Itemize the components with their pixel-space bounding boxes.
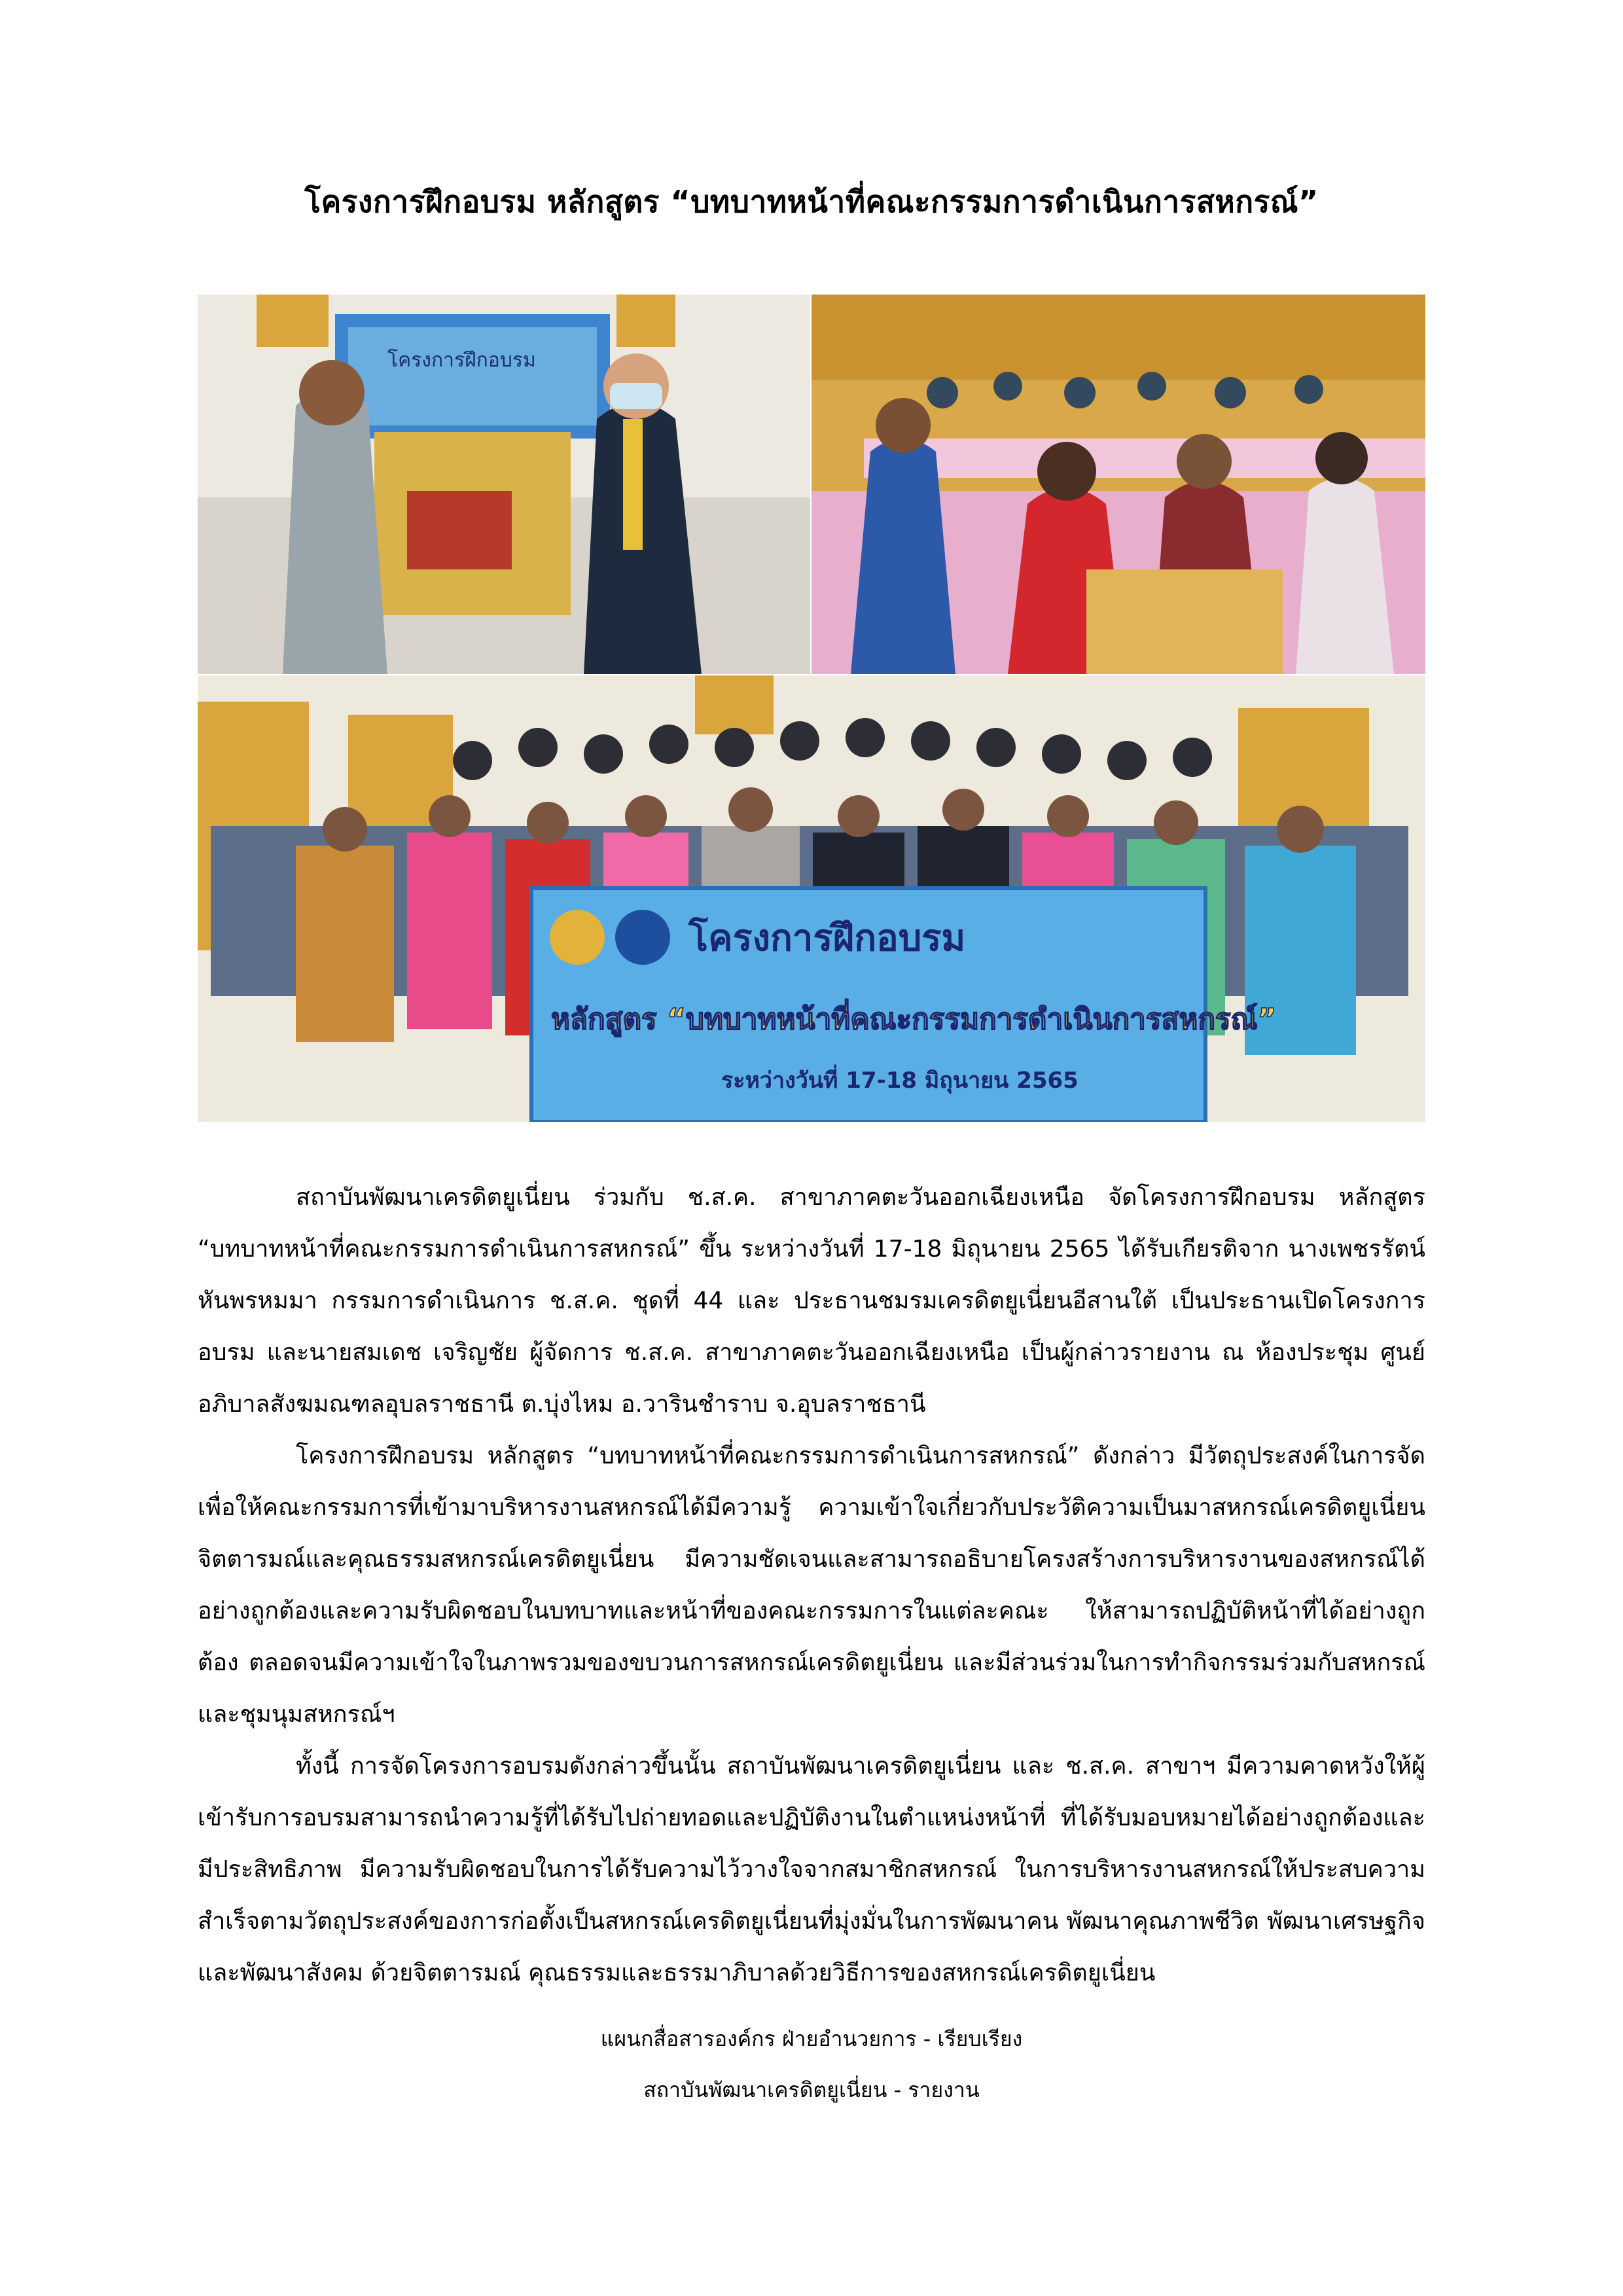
body-text [198, 1172, 1425, 1999]
paragraph-3: ทั้งนี้ การจัดโครงการอบรมดังกล่าวขึ้นนั้น สถาบันพัฒนาเครดิตยูเนี่ยน และ ช.ส.ค. สาขาฯ มีความคาดหวังให้ผู้เข้ารับการอบรมสามารถนำความรู้ที่ได้รับไปถ่ายทอดและปฏิบัติงานในตำแหน่งหน้าที่ ที่ได้รับมอบหมายได้อย่างถูกต้องและมีประสิทธิภาพ มีความรับผิดชอบในการได้รับความไว้วางใจจากสมาชิกสหกรณ์ ในการบริหารงานสหกรณ์ให้ประสบความสำเร็จตามวัตถุประสงค์ของการก่อตั้งเป็นสหกรณ์เครดิตยูเนี่ยนที่มุ่งมั่นในการพัฒนาคน พัฒนาคุณภาพชีวิต พัฒนาเศรษฐกิจ และพัฒนาสังคม ด้วยจิตตารมณ์ คุณธรรมและธรรมาภิบาลด้วยวิธีการของสหกรณ์เครดิตยูเนี่ยน [198, 1753, 1425, 1986]
banner-course: หลักสูตร “บทบาทหน้าที่คณะกรรมการดำเนินการสหกรณ์” [551, 1003, 1277, 1036]
paragraph-1: สถาบันพัฒนาเครดิตยูเนี่ยน ร่วมกับ ช.ส.ค. สาขาภาคตะวันออกเฉียงเหนือ จัดโครงการฝึกอบรม หลักสูตร “บทบาทหน้าที่คณะกรรมการดำเนินการสหกรณ์” ขึ้น ระหว่างวันที่ 17-18 มิถุนายน 2565 ได้รับเกียรติจาก นางเพชรรัตน์ หันพรหมมา กรรมการดำเนินการ ช.ส.ค. ชุดที่ 44 และ ประธานชมรมเครดิตยูเนี่ยนอีสานใต้ เป็นประธานเปิดโครงการอบรม และนายสมเดช เจริญชัย ผู้จัดการ ช.ส.ค. สาขาภาคตะวันออกเฉียงเหนือ เป็นผู้กล่าวรายงาน ณ ห้องประชุม ศูนย์อภิบาลสังฆมณฑลอุบลราชธานี ต.บุ่งไหม อ.วารินชำราบ จ.อุบลราชธานี [198, 1184, 1426, 1418]
banner-heading-small: โครงการฝึกอบรม [387, 349, 536, 372]
banner-heading: โครงการฝึกอบรม [688, 917, 966, 960]
footer-compiled-by: แผนกสื่อสารองค์กร ฝ่ายอำนวยการ - เรียบเรียง [600, 2026, 1023, 2051]
paragraph-2: โครงการฝึกอบรม หลักสูตร “บทบาทหน้าที่คณะกรรมการดำเนินการสหกรณ์” ดังกล่าว มีวัตถุประสงค์ในการจัดเพื่อให้คณะกรรมการที่เข้ามาบริหารงานสหกรณ์ได้มีความรู้ ความเข้าใจเกี่ยวกับประวัติความเป็นมาสหกรณ์เครดิตยูเนี่ยน จิตตารมณ์และคุณธรรมสหกรณ์เครดิตยูเนี่ยน มีความชัดเจนและสามารถอธิบายโครงสร้างการบริหารงานของสหกรณ์ได้อย่างถูกต้องและความรับผิดชอบในบทบาทและหน้าที่ของคณะกรรมการในแต่ละคณะ ให้สามารถปฏิบัติหน้าที่ได้อย่างถูกต้อง ตลอดจนมีความเข้าใจในภาพรวมของขบวนการสหกรณ์เครดิตยูเนี่ยน และมีส่วนร่วมในการทำกิจกรรมร่วมกับสหกรณ์และชุมนุมสหกรณ์ฯ [198, 1443, 1425, 1728]
photo-gift-presentation [198, 295, 810, 674]
photo-group-with-banner [198, 675, 1425, 1122]
photo-participants-seated [812, 295, 1425, 674]
document-title: โครงการฝึกอบรม หลักสูตร “บทบาทหน้าที่คณะกรรมการดำเนินการสหกรณ์” [304, 184, 1319, 219]
footer-reported-by: สถาบันพัฒนาเครดิตยูเนี่ยน - รายงาน [643, 2077, 980, 2102]
banner-dates: ระหว่างวันที่ 17-18 มิถุนายน 2565 [721, 1067, 1079, 1094]
